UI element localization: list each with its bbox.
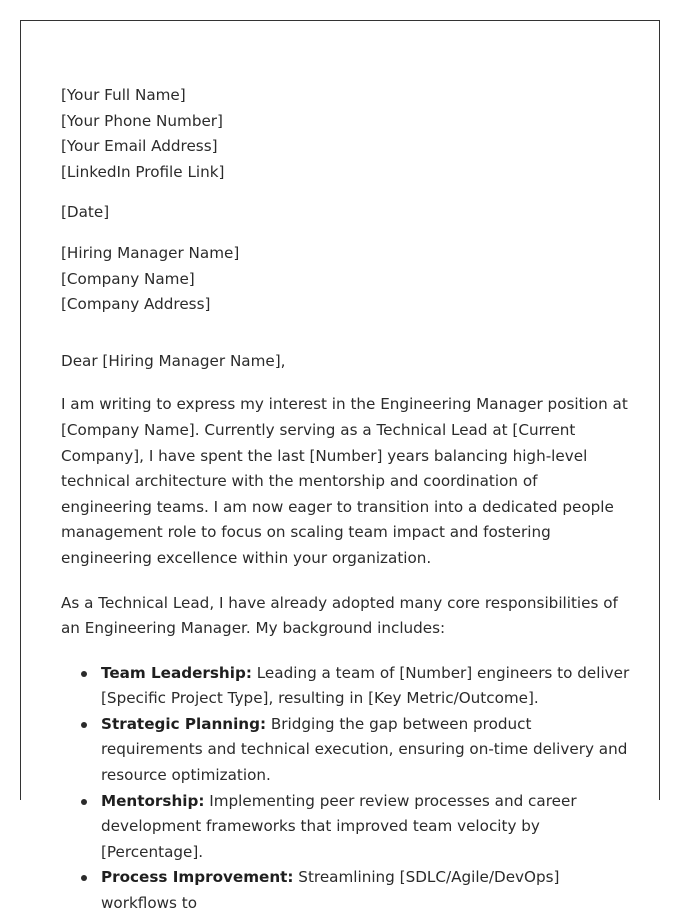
bullet-term: Process Improvement:: [101, 868, 294, 887]
intro-paragraph: I am writing to express my interest in the Engineering Manager position at [Company Name]. Currently serving as a Technical Lead at [Current Company], I have spent the last [Number] years balancing high-level technical architecture with the mentorship and coordination of engineering teams. I am now eager to transition into a dedicated people management role to focus on scaling team impact and fostering engineering excellence within your organization.: [61, 395, 628, 567]
letter-content: [61, 83, 631, 917]
recipient-address: [Company Address]: [61, 295, 211, 314]
bullet-term: Mentorship:: [101, 791, 205, 810]
list-item: [101, 712, 631, 789]
bullet-text: Streamlining [SDLC/Agile/DevOps] workflows to: [101, 868, 560, 913]
background-paragraph: As a Technical Lead, I have already adopted many core responsibilities of an Engineering Manager. My background includes:: [61, 593, 618, 638]
sender-phone: [Your Phone Number]: [61, 111, 223, 130]
recipient-company: [Company Name]: [61, 269, 195, 288]
bullet-icon: [81, 875, 87, 881]
letter-page: [20, 20, 660, 913]
bullet-icon: [81, 799, 87, 805]
recipient-block: [61, 241, 631, 318]
salutation: Dear [Hiring Manager Name],: [61, 351, 286, 370]
bullet-text: Bridging the gap between product requirements and technical execution, ensuring on-time delivery and resource optimization.: [101, 714, 628, 785]
bullet-icon: [81, 671, 87, 677]
recipient-name: [Hiring Manager Name]: [61, 243, 240, 262]
bullet-term: Strategic Planning:: [101, 714, 267, 733]
date-block: [61, 200, 631, 226]
sender-block: [61, 83, 631, 185]
responsibilities-list: [61, 661, 631, 917]
sender-email: [Your Email Address]: [61, 137, 218, 156]
bullet-text: Implementing peer review processes and career development frameworks that improved team velocity by [Percentage].: [101, 791, 577, 861]
sender-linkedin: [LinkedIn Profile Link]: [61, 162, 225, 181]
list-item: [101, 865, 631, 916]
list-item: [101, 661, 631, 712]
bullet-term: Team Leadership:: [101, 663, 252, 682]
letter-date: [Date]: [61, 203, 110, 222]
bullet-text: Leading a team of [Number] engineers to deliver [Specific Project Type], resulting in [Key Metric/Outcome].: [101, 663, 630, 708]
list-item: [101, 789, 631, 866]
sender-name: [Your Full Name]: [61, 86, 186, 104]
bullet-icon: [81, 722, 87, 728]
